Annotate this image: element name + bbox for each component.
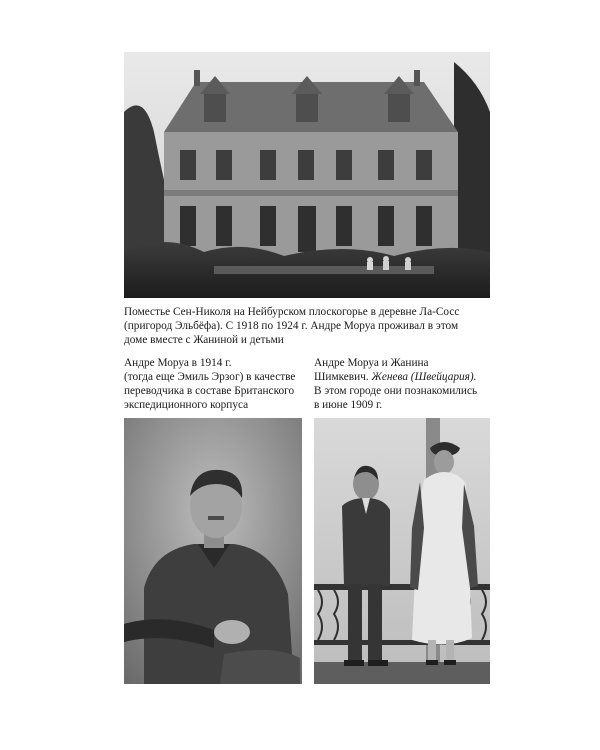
couple-photo: [314, 418, 490, 684]
couple-on-balcony-image: [314, 418, 490, 684]
maurois-caption-line-3: переводчика в составе Британского: [124, 385, 295, 397]
estate-caption-line-2: (пригород Эльбёфа). С 1918 по 1924 г. Андре Моруа проживал в этом: [124, 320, 459, 332]
manor-house-image: [124, 52, 490, 298]
couple-caption-place: Женева (Швейцария).: [371, 371, 477, 383]
maurois-caption-line-4: экспедиционного корпуса: [124, 399, 249, 411]
estate-caption: [124, 305, 490, 347]
maurois-caption-line-1: Андре Моруа в 1914 г.: [124, 357, 232, 369]
estate-caption-line-3: доме вместе с Жаниной и детьми: [124, 334, 284, 346]
couple-caption-names: Шимкевич.: [314, 371, 372, 383]
estate-caption-line-1: Поместье Сен-Николя на Нейбурском плоскогорье в деревне Ла-Сосс: [124, 306, 460, 318]
couple-caption-line-1: Андре Моруа и Жанина: [314, 357, 429, 369]
maurois-1914-caption: [124, 356, 306, 412]
estate-photo: [124, 52, 490, 298]
maurois-1914-photo: [124, 418, 302, 684]
seated-man-portrait-image: [124, 418, 302, 684]
couple-caption-line-2: [314, 370, 494, 384]
couple-caption-line-3: В этом городе они познакомились: [314, 385, 478, 397]
maurois-caption-line-2: (тогда еще Эмиль Эрзог) в качестве: [124, 371, 296, 383]
couple-caption-line-4: в июне 1909 г.: [314, 399, 383, 411]
couple-caption: [314, 356, 494, 412]
